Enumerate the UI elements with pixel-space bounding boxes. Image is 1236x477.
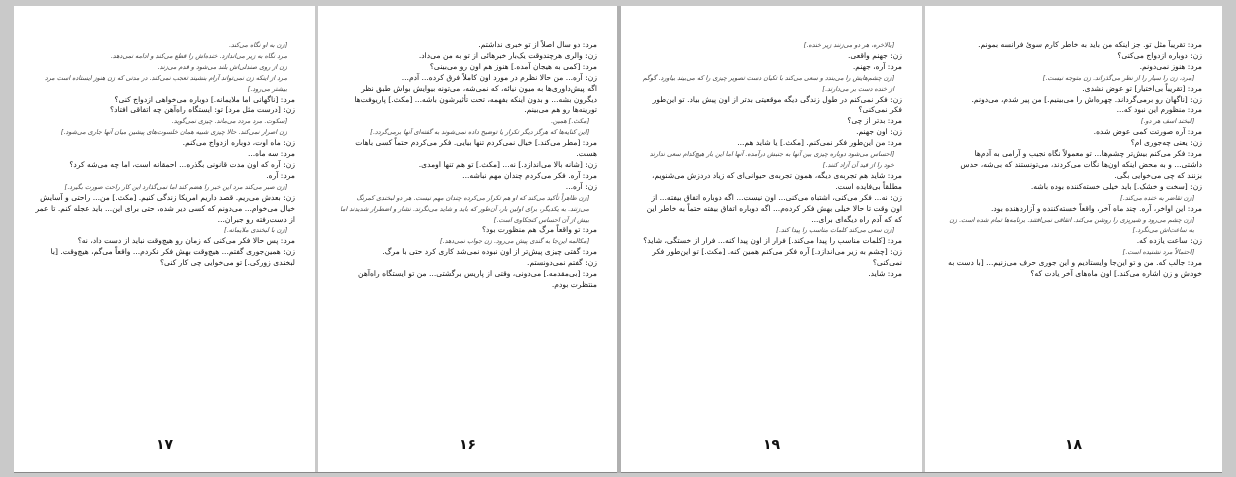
dialogue-line: مرد: آره. bbox=[266, 170, 295, 180]
dialogue-line: مرد: آره صورتت کمی عوض شده. bbox=[1093, 127, 1202, 137]
dialogue-line: مرد: شاید. bbox=[868, 269, 902, 279]
page-18 bbox=[925, 6, 1222, 473]
dialogue-line: مرد: منظورم این نبود که... bbox=[1116, 105, 1202, 115]
stage-direction: [زن سعی می‌کند کلمات مناسب را پیدا کند.] bbox=[776, 226, 894, 235]
stage-direction: [زن چشم‌هایش را می‌بندد و سعی می‌کند با تکیان دست تصویر چیزی را که می‌بیند بیاورد. گوگم از خنده دست بر می‌دارند.] bbox=[642, 73, 894, 93]
dialogue-line: مرد: [کمی به هیجان آمده.] هنوز هم اون رو می‌بینی؟ bbox=[429, 61, 597, 71]
dialogue-line: زن: والری هرچندوقت یک‌بار خبرهائی از تو به من می‌داد. bbox=[418, 50, 597, 60]
dialogue-line: زن: بعدش می‌ریم. قصد داریم امریکا زندگی کنیم. [مکث.] من... راحتی و آسایش خیال می‌خوام... می‌دونم که کسی دیر شده، حتی برای این... باید عجله کنم. تا عمر از دست‌رفته رو جبران... bbox=[35, 192, 295, 224]
dialogue-line: مرد: این اواخر، آره. چند ماه آخر، واقعاً خسته‌کننده و آزاردهنده بود. bbox=[991, 203, 1202, 213]
dialogue-line: زن: یعنی چه‌جوری ام؟ bbox=[1130, 138, 1202, 148]
dialogue-line: زن: ماه اوت، دوباره ازدواج می‌کنم. bbox=[182, 138, 295, 148]
dialogue-line: مرد: [مطر می‌کند.] خیال نمی‌کردم تنها بیایی. فکر می‌کردم حتماً کسی باهات هست. bbox=[355, 138, 597, 159]
stage-direction: [زن ظاهراً تأکید می‌کند که او هم تکرار می‌کرده چندان مهم نیست. هر دو لبخندی کمرنگ می‌زنند. به یکدیگر، برای اولین بار، آن‌طور که باید و شاید می‌نگرند. نشار و اضطرار شدیدند اما بیش از آن احساس کنجکاوی است.] bbox=[340, 193, 589, 224]
dialogue-line: زن: ساعت یازده که. bbox=[1136, 236, 1202, 246]
stage-direction: [احساس می‌شود دوباره چیزی بین آنها به جنبش درآمده. آنها اما این بار هیچ‌کدام سعی ندارند خود را از قید آن آزاد کنند.] bbox=[649, 150, 894, 169]
dialogue-line: اگه پیش‌داوری‌ها به میون نیائه، که نمی‌شه، می‌تونه بیوایش بواش طبق نظر دیگرون بشه... و بدون اینکه بفهمه، تحت تأثیرشون باشه... [مکث.] پاریوفت‌ها تورینه‌ها رو هم می‌بینم. bbox=[354, 83, 597, 115]
dialogue-line: مرد: شاید هم تجربه‌ی دیگه، همون تجربه‌ی حیوانی‌ای که زیاد دردزش می‌شنویم، مطلقاً بی‌فایده است. bbox=[652, 170, 902, 191]
dialogue-line: مرد: آره. فکر می‌کردم چندان مهم نباشه... bbox=[462, 170, 597, 180]
page-number: ۱۹ bbox=[762, 437, 781, 453]
stage-direction: زن اصرار نمی‌کند. حالا چیزی شبیه همان خلسوت‌های پیشین میان آنها جاری می‌شود.] bbox=[61, 128, 287, 137]
dialogue-line: مرد: [کلمات مناسب را پیدا می‌کند.] فرار از اون پیدا کنه... فرار از خستگی، شاید؟ bbox=[643, 236, 902, 246]
stage-direction: [زن با لبخندی ملایمانه.] bbox=[224, 226, 287, 235]
page-17 bbox=[14, 6, 315, 473]
stage-direction: [سکوت. مرد مردد می‌ماند. چیزی نمی‌گوید. bbox=[171, 117, 287, 126]
page-text bbox=[338, 40, 597, 420]
dialogue-line: مرد: سه ماه... bbox=[247, 149, 295, 159]
dialogue-line: مرد: هنوز نمی‌دونم. bbox=[1139, 61, 1202, 71]
stage-direction: [بالاخره، هر دو می‌زنند زیر خنده.] bbox=[803, 41, 894, 49]
dialogue-line: مرد: آره، جهنم. bbox=[852, 61, 902, 71]
page-text bbox=[945, 40, 1202, 420]
stage-direction: مرد از اینکه زن نمی‌تواند آرام بنشیند تعجب نمی‌کند. در مدتی که زن هنوز ایستاده است مرد بیشتر می‌رود.] bbox=[44, 73, 287, 93]
dialogue-line: زن: آره که اون مدت قانونی بگذره... احمقانه است، اما چه می‌شه کرد؟ bbox=[69, 159, 295, 169]
dialogue-line: زن: [درست مثل مرد] تو: ایستگاه راه‌آهن چه اتفاقی افتاد؟ bbox=[110, 105, 295, 115]
page-text bbox=[34, 40, 295, 420]
dialogue-line: مرد: دو سال اصلاً از تو خبری نداشتم. bbox=[478, 40, 597, 49]
dialogue-line: زن: دوباره ازدواج می‌کنی؟ bbox=[1117, 50, 1202, 60]
page-16 bbox=[318, 6, 617, 473]
dialogue-line: زن: همین‌جوری گفتم... هیچ‌وقت بهش فکر نکردم... واقعاً می‌گم، هیچ‌وقت. [با لبخندی زورکی.] تو می‌خوایی چی کار کنی؟ bbox=[50, 247, 295, 268]
stage-direction: [احتمالاً مرد نشنیده است.] bbox=[1122, 248, 1194, 257]
dialogue-line: مرد: تو واقعاً مرگ هم منظورت بود؟ bbox=[482, 225, 597, 235]
stage-direction: [زن صبر می‌کند مرد این خبر را هضم کند اما نمی‌گذارد این کار راحت صورت بگیرد.] bbox=[64, 182, 287, 191]
page-number: ۱۸ bbox=[1064, 437, 1083, 453]
dialogue-line: مرد: جالب که. من و تو این‌جا وایستادیم و این جوری حرف می‌زنیم... [با دست به خودش و زن اشاره می‌کند.] اون ماه‌های آخر یادت که؟ bbox=[948, 258, 1202, 279]
dialogue-line: زن: [شانه بالا می‌اندازد.] نه... [مکث.] تو هم تنها اومدی. bbox=[418, 159, 597, 169]
dialogue-line: زن: نه... فکر می‌کنی، اشتباه می‌کنی... اون نیست... اگه دوباره اتفاق بیفته... از اون وقت تا حالا خیلی بهش فکر کرده‌م... اگه دوباره اتفاق بیفته حتماً به خاطر این که که آدم راه دیگه‌ای برای... bbox=[646, 192, 902, 224]
stage-direction: [لبخند اسف هر دو.] bbox=[1141, 117, 1194, 126]
stage-direction: [زن تقاضر به خنده می‌کند.] bbox=[1120, 193, 1194, 202]
dialogue-line: مرد: من این‌طور فکر نمی‌کنم. [مکث.] یا شاید هم... bbox=[737, 138, 902, 148]
dialogue-line: زن: [سخت و خشک.] باید خیلی خسته‌کننده بوده باشه. bbox=[1030, 181, 1202, 191]
stage-direction: [مرد، زن را سیار را از نظر می‌گذراند. زن متوجه نیست.] bbox=[1042, 73, 1194, 82]
stage-direction: [مکالمه این‌جا به گندی پیش می‌رود. زن جواب نمی‌دهد.] bbox=[440, 237, 589, 246]
dialogue-line: زن: جهنم واقعی. bbox=[848, 50, 902, 60]
stage-direction: [زن به او نگاه می‌کند. bbox=[228, 41, 287, 49]
dialogue-line: زن: گفتم نمی‌دونستم. bbox=[527, 258, 597, 268]
dialogue-line: زن: آره... من حالا نظرم در مورد اون کاملاً فرق کرده... آدم... bbox=[401, 72, 597, 82]
stage-direction: [مکث.] همین. bbox=[550, 117, 589, 126]
dialogue-line: مرد: [ناگهانی اما ملایمانه.] دوباره می‌خواهی ازدواج کنی؟ bbox=[114, 94, 295, 104]
dialogue-line: مرد: گفتی چیزی پیش‌تر از اون نبوده نمی‌شد کاری کرد حتی با مرگ. bbox=[382, 247, 597, 257]
dialogue-line: زن: [چشم به زیر می‌اندازد.] آره فکر می‌کنم همین کنه. [مکث.] تو این‌طور فکر نمی‌کنی؟ bbox=[652, 247, 902, 268]
dialogue-line: مرد: [تقریباً بی‌اختیار] تو عوض نشدی. bbox=[1082, 83, 1202, 93]
page-text bbox=[641, 40, 902, 420]
dialogue-line: زن: اون جهنم. bbox=[856, 127, 902, 137]
page-bottom-rule bbox=[14, 472, 617, 473]
stage-direction: مرد نگاه به زیر می‌اندازد. خنده‌اش را قطع می‌کند و ادامه نمی‌دهد. bbox=[110, 51, 287, 60]
page-19 bbox=[621, 6, 922, 473]
dialogue-line: زن: [ناگهان رو برمی‌گرداند. چهره‌اش را می‌بینیم.] من پیر شدم، می‌دونم. bbox=[971, 94, 1202, 104]
stage-direction: [این کنایه‌ها که هرگز دیگر تکرار یا توضیح داده نمی‌شوند به گفته‌ای آنها برمی‌گردد.] bbox=[370, 128, 589, 137]
dialogue-line: مرد: پس حالا فکر می‌کنی که زمان رو هیچ‌وقت نباید از دست داد، نه؟ bbox=[77, 236, 295, 246]
dialogue-line: مرد: فکر می‌کنم بیش‌تر چشم‌ها... تو معمولاً نگاه نجیب و آرامی به آدم‌ها داشتی... و به محض اینکه اون‌ها نگات می‌کردند، می‌تونستند که بی‌شه، حدس بزنند که چی می‌خوایی بگی. bbox=[960, 149, 1202, 180]
page-number: ۱۷ bbox=[155, 437, 174, 453]
dialogue-line: مرد: [بی‌مقدمه.] می‌دونی، وقتی از پاریس برگشتی... من تو ایستگاه راه‌آهن منتظرت بودم. bbox=[358, 269, 597, 289]
stage-direction: [زن چشم می‌رود و شیرپزی را روشن می‌کند. اتفاقی نمی‌افتند. برنامه‌ها تمام شده است. زن به ساعت‌اش می‌نگرد.] bbox=[949, 215, 1194, 235]
page-number: ۱۶ bbox=[458, 437, 477, 453]
dialogue-line: مرد: تقریباً مثل تو. جز اینکه من باید به خاطر کارم سوئ فرانسه بمونم. bbox=[978, 40, 1202, 49]
page-bottom-rule bbox=[621, 472, 1222, 473]
dialogue-line: زن: آره... bbox=[565, 181, 597, 191]
dialogue-line: زن: فکر نمی‌کنم در طول زندگی دیگه موقعیتی بدتر از اون پیش بیاد. تو این‌طور فکر نمی‌کنی؟ bbox=[652, 94, 902, 115]
dialogue-line: مرد: بدتر از چی؟ bbox=[847, 116, 902, 126]
stage-direction: زن از روی صندلی‌اش بلند می‌شود و قدم می‌زند. bbox=[157, 62, 287, 71]
